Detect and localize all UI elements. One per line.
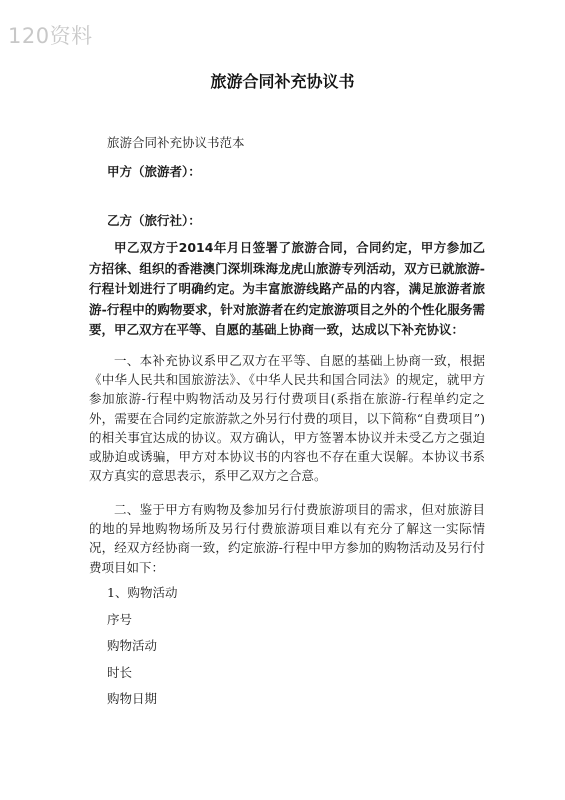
document-title: 旅游合同补充协议书 <box>210 72 355 91</box>
list-item: 购物活动 <box>107 638 158 653</box>
intro-paragraph: 甲乙双方于2014年月日签署了旅游合同，合同约定，甲方参加乙方招徕、组织的香港澳门深圳珠海龙虎山旅游专列活动，双方已就旅游-行程计划进行了明确约定。为丰富旅游线路产品的内容，满足旅游者旅游-行程中的购物要求，针对旅游者在约定旅游项目之外的个性化服务需要，甲乙双方在平等、自愿的基础上协商一致，达成以下补充协议： <box>89 240 485 337</box>
list-item: 1、购物活动 <box>107 585 178 600</box>
list-item: 序号 <box>107 612 133 627</box>
list-item: 购物日期 <box>107 691 158 706</box>
clause-1-paragraph: 一、本补充协议系甲乙双方在平等、自愿的基础上协商一致，根据《中华人民共和国旅游法》、《中华人民共和国合同法》的规定，就甲方参加旅游-行程中购物活动及另行付费项目(系指在旅游-行程单约定之外，需要在合同约定旅游款之外另行付费的项目，以下简称“自费项目”)的相关事宜达成的协议。双方确认，甲方签署本协议并未受乙方之强迫或胁迫或诱骗，甲方对本协议书的内容也不存在重大误解。本协议书系双方真实的意思表示，系甲乙双方之合意。 <box>89 353 485 484</box>
clause-2-paragraph: 二、鉴于甲方有购物及参加另行付费旅游项目的需求，但对旅游目的地的异地购物场所及另行付费旅游项目难以有充分了解这一实际情况，经双方经协商一致，约定旅游-行程中甲方参加的购物活动及另行付费项目如下： <box>89 502 485 575</box>
list-item: 时长 <box>107 665 133 680</box>
document-subtitle: 旅游合同补充协议书范本 <box>107 135 245 150</box>
party-a-label: 甲方（旅游者）： <box>107 164 201 179</box>
watermark: 120资料 <box>8 24 93 48</box>
party-b-label: 乙方（旅行社）： <box>107 213 201 228</box>
